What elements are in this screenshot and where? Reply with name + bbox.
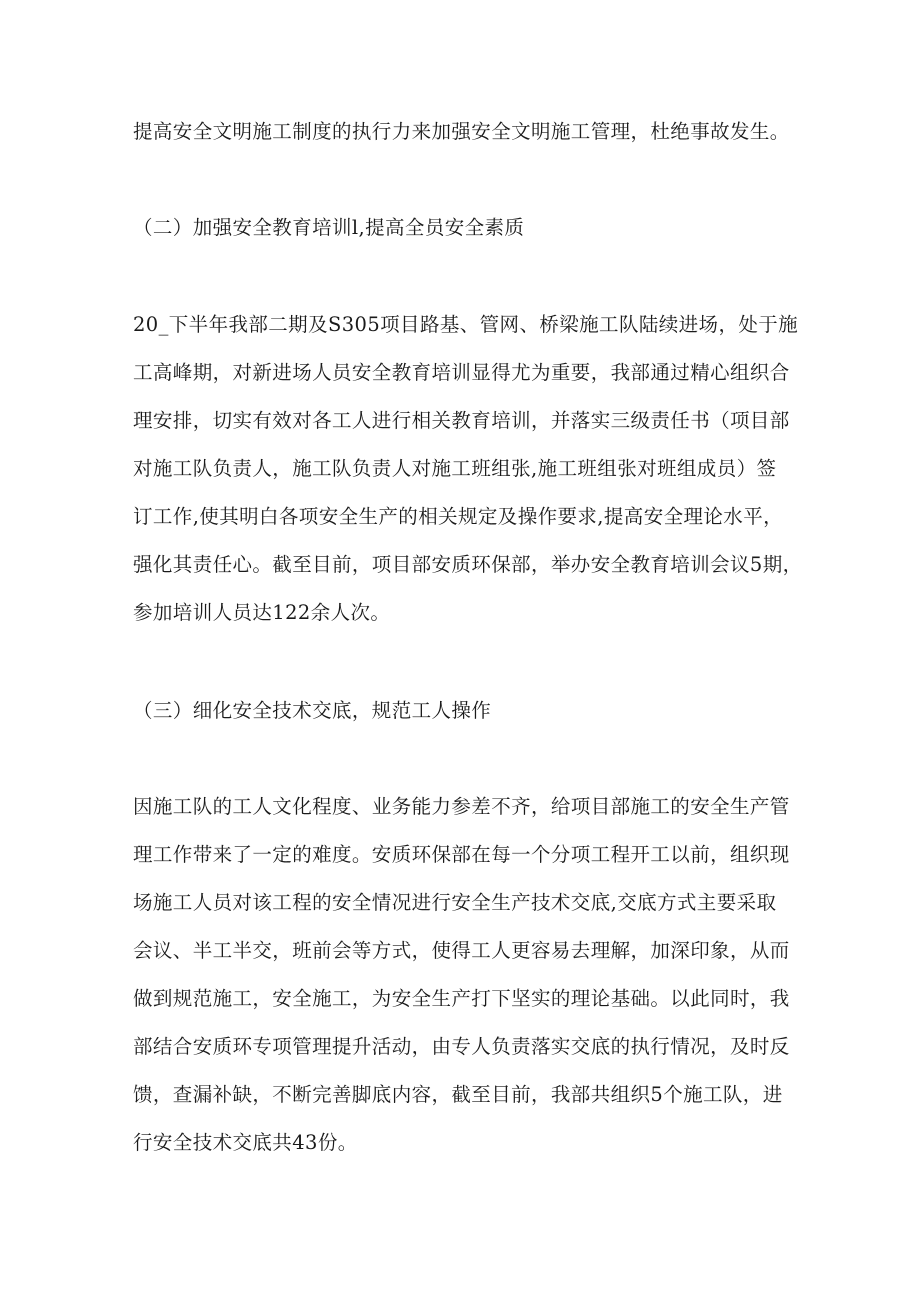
- paragraph-line: 做到规范施工，安全施工，为安全生产打下坚实的理论基础。以此同时，我: [133, 987, 790, 1010]
- section-2-heading: （二）加强安全教育培训l,提高全员安全素质: [133, 216, 525, 239]
- paragraph-line: 场施工人员对该工程的安全情况进行安全生产技术交底,交底方式主要采取: [133, 891, 777, 914]
- paragraph-line: 因施工队的工人文化程度、业务能力参差不齐，给项目部施工的安全生产管: [133, 795, 790, 818]
- paragraph-line: 馈，查漏补缺，不断完善脚底内容，截至目前，我部共组织5个施工队，进: [133, 1083, 783, 1106]
- paragraph-line: 会议、半工半交，班前会等方式，使得工人更容易去理解，加深印象，从而: [133, 939, 790, 962]
- paragraph-line: 20_下半年我部二期及S305项目路基、管网、桥梁施工队陆续进场，处于施: [133, 313, 799, 336]
- paragraph-line: 对施工队负责人，施工队负责人对施工班组张,施工班组张对班组成员）签: [133, 457, 777, 480]
- paragraph-line: 强化其责任心。截至目前，项目部安质环保部，举办安全教育培训会议5期，: [133, 553, 803, 576]
- paragraph-line: 工高峰期，对新进场人员安全教育培训显得尤为重要，我部通过精心组织合: [133, 361, 790, 384]
- intro-paragraph-line: 提高安全文明施工制度的执行力来加强安全文明施工管理，杜绝事故发生。: [133, 120, 790, 143]
- paragraph-line: 理工作带来了一定的难度。安质环保部在每一个分项工程开工以前，组织现: [133, 843, 790, 866]
- paragraph-line: 理安排，切实有效对各工人进行相关教育培训，并落实三级责任书（项目部: [133, 409, 790, 432]
- paragraph-line: 行安全技术交底共43份。: [133, 1131, 358, 1154]
- section-3-heading: （三）细化安全技术交底，规范工人操作: [133, 699, 492, 722]
- paragraph-line: 参加培训人员达122余人次。: [133, 601, 391, 624]
- paragraph-line: 订工作,使其明白各项安全生产的相关规定及操作要求,提高安全理论水平，: [133, 505, 783, 528]
- paragraph-line: 部结合安质环专项管理提升活动，由专人负责落实交底的执行情况，及时反: [133, 1035, 790, 1058]
